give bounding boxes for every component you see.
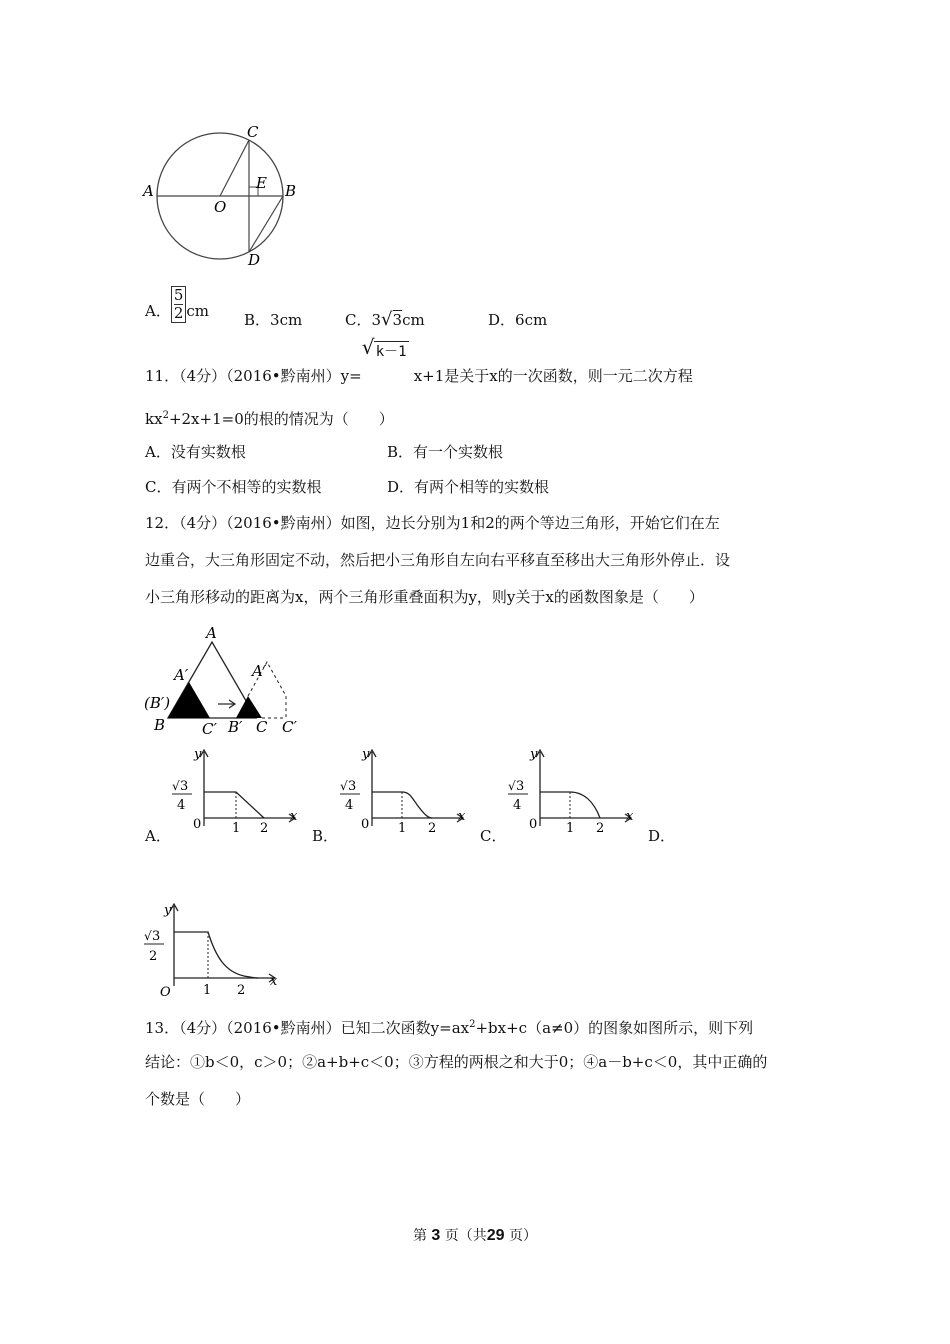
- q11-line2-post: +2x+1=0的根的情况为（ ）: [168, 410, 394, 428]
- graph-b-y-axis-label: y: [362, 747, 370, 762]
- sqrt-symbol-icon: √: [361, 335, 375, 359]
- sqrt-symbol-icon: √: [340, 779, 348, 793]
- graph-b-x-axis-label: x: [458, 809, 466, 824]
- q11-option-a: A．没有实数根: [145, 443, 246, 461]
- graph-a-x-axis-label: x: [290, 809, 298, 824]
- fig-label-b-prime: B′: [228, 718, 243, 736]
- q13-line1: [145, 1015, 753, 1038]
- graph-d-x1: 1: [203, 983, 212, 998]
- superscript: 2: [469, 1019, 476, 1030]
- footer-mid: 页（共: [444, 1228, 487, 1244]
- graph-c-origin: 0: [529, 817, 538, 832]
- graph-d-origin: O: [160, 985, 171, 1000]
- point-o-label: O: [214, 198, 227, 216]
- sqrt-symbol-icon: √: [144, 929, 152, 943]
- graph-d: [140, 900, 285, 1000]
- graph-b-x2: 2: [428, 821, 437, 836]
- graph-d-x2: 2: [237, 983, 246, 998]
- circle-figure: [138, 120, 308, 270]
- sqrt-symbol-icon: √: [381, 309, 393, 330]
- sqrt-symbol-icon: √: [172, 779, 180, 793]
- q11-option-c: C．有两个不相等的实数根: [145, 478, 322, 496]
- graph-b-yden: 4: [345, 798, 354, 813]
- graph-d-ynum: 3: [152, 929, 161, 944]
- q10-option-a-label: A．: [145, 302, 171, 320]
- q13-line3: 个数是（ ）: [145, 1090, 251, 1108]
- q11-option-b: B．有一个实数根: [387, 443, 504, 461]
- point-e-label: E: [256, 174, 267, 192]
- sqrt-symbol-icon: √: [508, 779, 516, 793]
- q10-option-c-radicand: 3: [392, 311, 403, 329]
- q11-radicand: k－1: [374, 341, 409, 362]
- q12-line2: 边重合，大三角形固定不动，然后把小三角形自左向右平移直至移出大三角形外停止．设: [145, 551, 731, 569]
- q13-line1-pre: 13．（4分）（2016•黔南州）已知二次函数y=ax: [145, 1019, 470, 1037]
- fig-label-b: B: [154, 716, 166, 734]
- fig-label-a-prime-2: A′: [252, 662, 267, 680]
- q12-line3: 小三角形移动的距离为x，两个三角形重叠面积为y，则y关于x的函数图象是（ ）: [145, 588, 704, 606]
- fig-label-b-prime-paren: (B′): [144, 694, 171, 712]
- graph-c-x1: 1: [566, 821, 575, 836]
- graph-a: [166, 746, 306, 836]
- q11-line1: [145, 335, 693, 386]
- fig-label-c: C: [256, 718, 268, 736]
- graph-c-ynum: 3: [516, 779, 525, 794]
- graph-d-yden: 2: [149, 949, 158, 964]
- graph-a-ynum: 3: [180, 779, 189, 794]
- graph-d-x-axis-label: x: [270, 974, 278, 989]
- graph-b-ynum: 3: [348, 779, 357, 794]
- q10-option-c-label: C．3: [345, 311, 382, 329]
- q12-option-d-label: D．: [648, 827, 676, 845]
- fraction-denominator: 2: [173, 304, 184, 322]
- q10-option-a-unit: cm: [186, 302, 210, 320]
- point-c-label: C: [247, 123, 259, 141]
- q12-line1: 12．（4分）（2016•黔南州）如图，边长分别为1和2的两个等边三角形，开始它们在左: [145, 514, 720, 532]
- q11-suffix: x+1是关于x的一次函数，则一元二次方程: [413, 367, 693, 385]
- q12-option-a-label: A．: [145, 827, 171, 845]
- q11-prefix: 11．（4分）（2016•黔南州）y=: [145, 367, 362, 385]
- graph-b: [334, 746, 474, 836]
- point-d-label: D: [248, 251, 261, 269]
- fig-label-a: A: [206, 624, 217, 642]
- graph-b-x1: 1: [398, 821, 407, 836]
- q10-option-c-unit: cm: [402, 311, 425, 329]
- graph-a-x2: 2: [260, 821, 269, 836]
- graph-a-y-axis-label: y: [194, 747, 202, 762]
- footer-total-pages: 29: [486, 1227, 505, 1244]
- q11-line2: [145, 406, 394, 429]
- graph-a-x1: 1: [232, 821, 241, 836]
- q10-option-c: [345, 310, 425, 330]
- point-a-label: A: [143, 182, 154, 200]
- fraction-numerator: 5: [173, 286, 184, 304]
- fig-label-c-prime-1: C′: [202, 720, 217, 737]
- q10-option-d: D．6cm: [488, 311, 548, 329]
- q13-line1-post: +bx+c（a≠0）的图象如图所示，则下列: [475, 1019, 754, 1037]
- q11-sqrt: [361, 335, 414, 381]
- fig-label-c-prime-2: C′: [282, 718, 297, 736]
- graph-b-origin: 0: [361, 817, 370, 832]
- q12-option-b-label: B．: [312, 827, 339, 845]
- q10-option-a: [145, 286, 209, 323]
- footer-pre: 第: [412, 1228, 427, 1244]
- graph-a-yden: 4: [177, 798, 186, 813]
- q11-option-d: D．有两个相等的实数根: [387, 478, 550, 496]
- graph-c-x2: 2: [596, 821, 605, 836]
- superscript: 2: [162, 410, 169, 421]
- graph-d-y-axis-label: y: [164, 903, 172, 918]
- q10-option-a-fraction: [171, 286, 187, 323]
- footer-page-number: 3: [431, 1227, 441, 1244]
- point-b-label: B: [285, 182, 297, 200]
- triangles-figure: [140, 622, 310, 737]
- graph-c: [502, 746, 642, 836]
- graph-a-origin: 0: [193, 817, 202, 832]
- q11-line2-pre: kx: [145, 410, 163, 428]
- q12-option-c-label: C．: [480, 827, 507, 845]
- graph-c-yden: 4: [513, 798, 522, 813]
- footer-post: 页）: [509, 1228, 538, 1244]
- q13-line2: 结论：①b＜0，c＞0；②a+b+c＜0；③方程的两根之和大于0；④a－b+c＜0，其中正确的: [145, 1053, 768, 1071]
- q10-option-b: B．3cm: [244, 311, 303, 329]
- graph-c-y-axis-label: y: [530, 747, 538, 762]
- graph-c-x-axis-label: x: [626, 809, 634, 824]
- fig-label-a-prime-1: A′: [174, 666, 189, 684]
- page-footer: [0, 1226, 950, 1246]
